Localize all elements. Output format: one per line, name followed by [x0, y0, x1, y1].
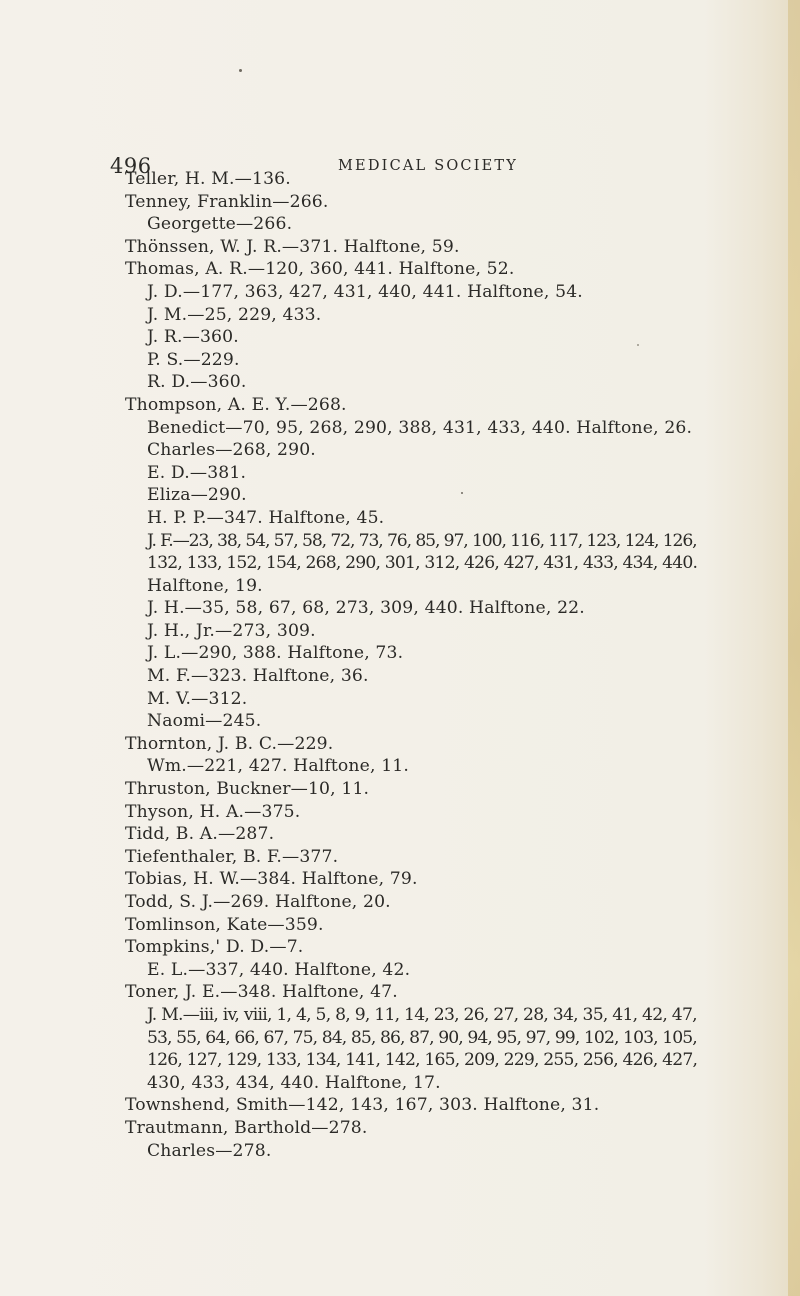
- index-entry: Tiefenthaler, B. F.—377.: [125, 846, 339, 867]
- index-subentry: J. M.—iii, iv, viii, 1, 4, 5, 8, 9, 11, 14, 23, 26, 27, 28, 34, 35, 41, 42, 47,: [147, 1004, 697, 1025]
- index-entry: Thönssen, W. J. R.—371. Halftone, 59.: [125, 236, 460, 257]
- index-subentry: E. D.—381.: [147, 462, 247, 483]
- index-subentry: Georgette—266.: [147, 214, 293, 235]
- index-subentry: Charles—278.: [147, 1140, 272, 1161]
- index-entry: Trautmann, Barthold—278.: [125, 1117, 368, 1138]
- index-entries: [125, 168, 698, 1162]
- ink-speck: [239, 69, 242, 72]
- index-continuation-line: 132, 133, 152, 154, 268, 290, 301, 312, 426, 427, 431, 433, 434, 440.: [147, 553, 698, 574]
- index-entry: Tompkins,' D. D.—7.: [125, 937, 304, 958]
- index-subentry: Eliza—290.: [147, 485, 247, 506]
- index-subentry: Wm.—221, 427. Halftone, 11.: [147, 756, 409, 777]
- index-entry: Toner, J. E.—348. Halftone, 47.: [125, 982, 398, 1003]
- index-subentry: J. D.—177, 363, 427, 431, 440, 441. Halftone, 54.: [147, 281, 583, 302]
- index-entry: Todd, S. J.—269. Halftone, 20.: [125, 892, 391, 912]
- index-entry: Townshend, Smith—142, 143, 167, 303. Halftone, 31.: [125, 1095, 600, 1116]
- index-entry: Thruston, Buckner—10, 11.: [125, 779, 370, 800]
- index-subentry: Naomi—245.: [147, 711, 262, 732]
- index-subentry: H. P. P.—347. Halftone, 45.: [147, 507, 385, 528]
- index-subentry: J. M.—25, 229, 433.: [147, 304, 322, 325]
- index-subentry: R. D.—360.: [147, 372, 247, 393]
- index-entry: Tobias, H. W.—384. Halftone, 79.: [125, 869, 418, 890]
- index-subentry: Charles—268, 290.: [147, 440, 316, 461]
- index-entry: Tidd, B. A.—287.: [125, 824, 275, 845]
- index-continuation-line: Halftone, 19.: [147, 575, 263, 596]
- index-subentry: E. L.—337, 440. Halftone, 42.: [147, 959, 411, 980]
- index-entry: Teller, H. M.—136.: [125, 169, 291, 189]
- page-edge-discoloration: [788, 0, 800, 1296]
- index-entry: Thompson, A. E. Y.—268.: [125, 394, 347, 415]
- index-entry: Thornton, J. B. C.—229.: [125, 733, 334, 754]
- index-subentry: J. R.—360.: [147, 327, 239, 348]
- index-entry: Thomas, A. R.—120, 360, 441. Halftone, 52.: [125, 259, 515, 280]
- index-continuation-line: 126, 127, 129, 133, 134, 141, 142, 165, 209, 229, 255, 256, 426, 427,: [147, 1050, 698, 1071]
- index-continuation-line: 430, 433, 434, 440. Halftone, 17.: [147, 1072, 441, 1093]
- index-entry: Tomlinson, Kate—359.: [125, 914, 324, 935]
- running-head: MEDICAL SOCIETY: [338, 158, 519, 174]
- index-subentry: P. S.—229.: [147, 349, 240, 370]
- index-subentry: J. H.—35, 58, 67, 68, 273, 309, 440. Halftone, 22.: [147, 598, 585, 619]
- index-subentry: J. F.—23, 38, 54, 57, 58, 72, 73, 76, 85, 97, 100, 116, 117, 123, 124, 126,: [147, 530, 697, 551]
- index-continuation-line: 53, 55, 64, 66, 67, 75, 84, 85, 86, 87, 90, 94, 95, 97, 99, 102, 103, 105,: [147, 1027, 697, 1048]
- index-subentry: Benedict—70, 95, 268, 290, 388, 431, 433, 440. Halftone, 26.: [147, 417, 693, 438]
- index-entry: Tenney, Franklin—266.: [125, 191, 329, 212]
- index-subentry: M. V.—312.: [147, 688, 248, 709]
- index-subentry: J. L.—290, 388. Halftone, 73.: [147, 643, 404, 664]
- index-entry: Thyson, H. A.—375.: [125, 801, 301, 822]
- index-subentry: M. F.—323. Halftone, 36.: [147, 666, 369, 687]
- page-number: 496: [110, 154, 152, 178]
- index-subentry: J. H., Jr.—273, 309.: [147, 620, 316, 641]
